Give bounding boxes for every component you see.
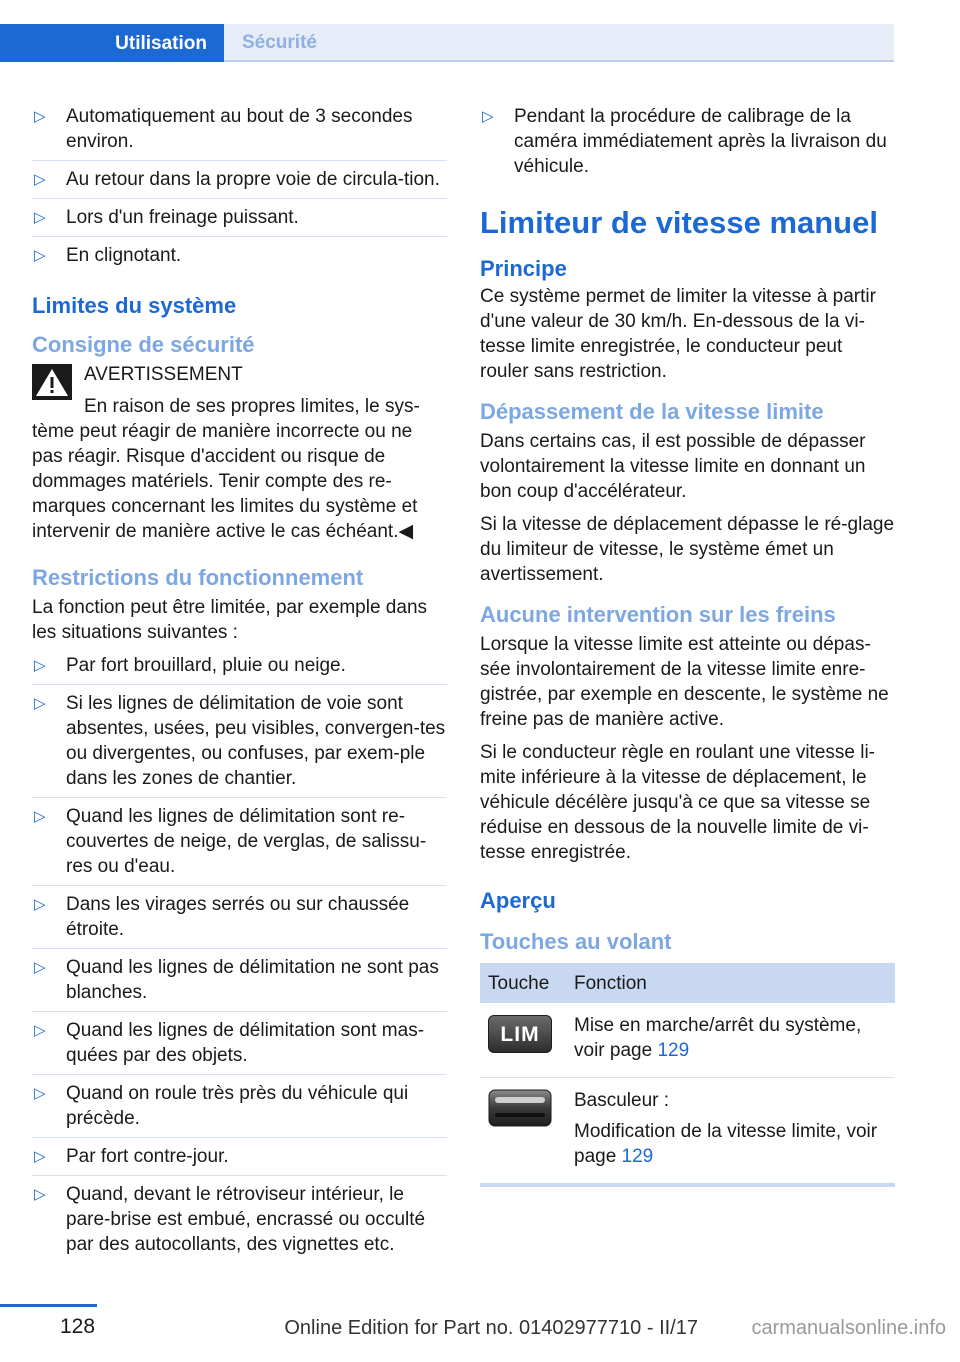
warning-triangle-icon xyxy=(32,364,72,400)
function-cell xyxy=(566,1078,895,1186)
list-item: ▷ Quand les lignes de délimitation sont mas-quées par des objets. xyxy=(32,1018,447,1075)
bullet-list-calibrage xyxy=(480,104,895,185)
freins-paragraph-2: Si le conducteur règle en roulant une vitesse li-mite inférieure à la vitesse de déplacement, le véhicule décélère jusqu'à ce que sa vitesse se réduise en dessous de la nouvelle limite de vi-tesse enregistrée. xyxy=(480,742,876,863)
list-item: ▷ Quand les lignes de délimitation ne sont pas blanches. xyxy=(32,955,447,1012)
tab-securite[interactable]: Sécurité xyxy=(224,24,894,60)
table-header-row xyxy=(480,963,895,1003)
tab-utilisation[interactable]: Utilisation xyxy=(0,24,224,62)
triangle-bullet-icon: ▷ xyxy=(34,1085,46,1102)
list-item: ▷ Au retour dans la propre voie de circula-tion. xyxy=(32,167,447,199)
list-item: ▷ Pendant la procédure de calibrage de la caméra immédiatement après la livraison du véhicule. xyxy=(482,106,887,177)
list-item: ▷ En clignotant. xyxy=(34,245,182,266)
triangle-bullet-icon: ▷ xyxy=(34,695,46,712)
row2-title: Basculeur : xyxy=(574,1090,670,1111)
left-column xyxy=(32,104,447,1269)
triangle-bullet-icon: ▷ xyxy=(34,959,46,976)
list-item: ▷ Par fort contre-jour. xyxy=(32,1144,447,1176)
keys-table xyxy=(480,963,895,1187)
heading-touches-volant: Touches au volant xyxy=(480,929,672,954)
page-link[interactable]: 129 xyxy=(657,1040,690,1061)
list-item: ▷ Quand, devant le rétroviseur intérieur, le pare-brise est embué, encrassé ou occulté par des autocollants, des vignettes etc. xyxy=(34,1184,426,1255)
triangle-bullet-icon: ▷ xyxy=(482,108,494,125)
footer-rule xyxy=(0,1304,97,1307)
heading-limites-systeme: Limites du système xyxy=(32,293,237,318)
triangle-bullet-icon: ▷ xyxy=(34,171,46,188)
list-item: ▷ Quand les lignes de délimitation sont re-couvertes de neige, de verglas, de salissu-res ou d'eau. xyxy=(32,804,447,886)
table-row xyxy=(480,1003,895,1078)
bullet-list-top xyxy=(32,104,447,274)
key-cell xyxy=(480,1078,566,1186)
heading-depassement: Dépassement de la vitesse limite xyxy=(480,399,824,424)
list-item: ▷ Automatiquement au bout de 3 secondes environ. xyxy=(32,104,447,161)
restrictions-intro: La fonction peut être limitée, par exemple dans les situations suivantes : xyxy=(32,597,428,643)
triangle-bullet-icon: ▷ xyxy=(34,108,46,125)
triangle-bullet-icon: ▷ xyxy=(34,209,46,226)
table-row xyxy=(480,1078,895,1186)
column-header-fonction: Fonction xyxy=(566,963,895,1003)
principe-text: Ce système permet de limiter la vitesse à partir d'une valeur de 30 km/h. En-dessous de la vi-tesse limite enregistrée, le conducteur peut rouler sans restriction. xyxy=(480,286,876,382)
rocker-switch-icon xyxy=(488,1088,552,1128)
key-cell xyxy=(480,1003,566,1078)
triangle-bullet-icon: ▷ xyxy=(34,1022,46,1039)
bullet-list-restrictions xyxy=(32,653,447,1263)
depassement-paragraph-1: Dans certains cas, il est possible de dépasser volontairement la vitesse limite en donnant un bon coup d'accélérateur. xyxy=(480,431,866,502)
page-number: 128 xyxy=(60,1315,96,1338)
list-item: ▷ Lors d'un freinage puissant. xyxy=(32,205,447,237)
triangle-bullet-icon: ▷ xyxy=(34,896,46,913)
triangle-bullet-icon: ▷ xyxy=(34,247,46,264)
warning-block xyxy=(32,362,447,544)
row2-text: Modification de la vitesse limite, voir page xyxy=(574,1121,878,1167)
warning-body: En raison de ses propres limites, le sys-tème peut réagir de manière incorrecte ou ne pas réagir. Risque d'accident ou risque de dommages matériels. Tenir compte des re-marques concernant les limites du système et intervenir de manière active le cas échéant.◀ xyxy=(32,396,420,542)
page-link[interactable]: 129 xyxy=(621,1146,654,1167)
heading-restrictions: Restrictions du fonctionnement xyxy=(32,565,364,590)
heading-freins: Aucune intervention sur les freins xyxy=(480,602,836,627)
heading-consigne-securite: Consigne de sécurité xyxy=(32,332,255,357)
column-header-touche: Touche xyxy=(480,963,566,1003)
lim-button-icon: LIM xyxy=(488,1015,552,1053)
heading-principe: Principe xyxy=(480,256,567,281)
list-item: ▷ Quand on roule très près du véhicule qui précède. xyxy=(32,1081,447,1138)
triangle-bullet-icon: ▷ xyxy=(34,1148,46,1165)
edition-info: Online Edition for Part no. 01402977710 - II/17 xyxy=(284,1317,698,1339)
heading-apercu: Aperçu xyxy=(480,888,556,913)
watermark: carmanualsonline.info xyxy=(751,1317,946,1339)
right-column xyxy=(480,104,895,1187)
list-item: ▷ Dans les virages serrés ou sur chaussée étroite. xyxy=(32,892,447,949)
warning-title: AVERTISSEMENT xyxy=(84,364,243,385)
row1-text: Mise en marche/arrêt du système, voir page xyxy=(574,1015,862,1061)
function-cell xyxy=(566,1003,895,1078)
tab-underline xyxy=(224,60,894,62)
depassement-paragraph-2: Si la vitesse de déplacement dépasse le ré-glage du limiteur de vitesse, le système émet un avertissement. xyxy=(480,514,895,585)
freins-paragraph-1: Lorsque la vitesse limite est atteinte ou dépas-sée involontairement de la vitesse limite enre-gistrée, par exemple en descente, le système ne freine pas de manière active. xyxy=(480,634,889,730)
list-item: ▷ Si les lignes de délimitation de voie sont absentes, usées, peu visibles, convergen-tes ou divergentes, ou confuses, par exem-ple dans les zones de chantier. xyxy=(32,691,447,798)
heading-limiteur-vitesse: Limiteur de vitesse manuel xyxy=(480,205,878,240)
header-tabs xyxy=(0,24,894,62)
triangle-bullet-icon: ▷ xyxy=(34,657,46,674)
triangle-bullet-icon: ▷ xyxy=(34,808,46,825)
triangle-bullet-icon: ▷ xyxy=(34,1186,46,1203)
list-item: ▷ Par fort brouillard, pluie ou neige. xyxy=(32,653,447,685)
